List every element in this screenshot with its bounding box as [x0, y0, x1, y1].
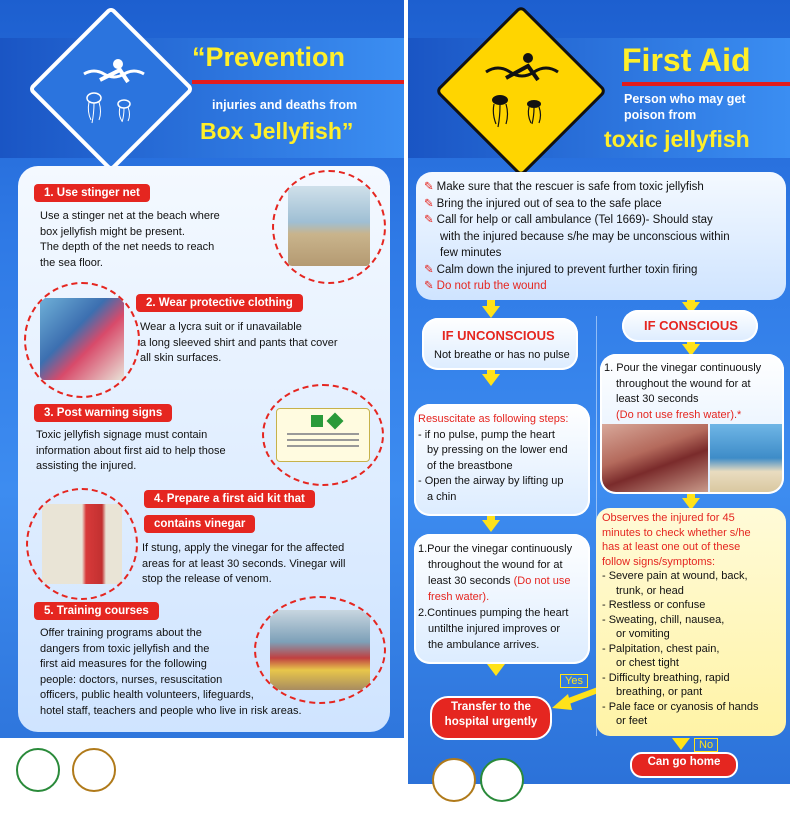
warning-signs-text: Toxic jellyfish signage must contain information about first aid to help those assisting the injured.	[36, 429, 226, 472]
warning-signs-badge: 3. Post warning signs	[34, 404, 172, 422]
swimmer-stung-icon	[472, 44, 564, 136]
arrow-head	[482, 306, 500, 318]
transfer-hospital-text: Transfer to the hospital urgently	[444, 701, 538, 728]
protective-clothing-text: Wear a lycra suit or if unavailable a long sleeved shirt and pants that cover all skin surfaces.	[140, 321, 338, 364]
beach-net-photo	[272, 170, 386, 284]
can-go-home-text: Can go home	[647, 756, 721, 768]
ministry-logo-icon	[16, 748, 60, 792]
stung-arm-photo	[602, 424, 708, 492]
left-title-rule	[192, 80, 404, 84]
department-logo-icon	[72, 748, 116, 792]
training-photo	[254, 596, 386, 704]
university-logo-icon	[480, 758, 524, 802]
unconscious-sub: Not breathe or has no pulse	[434, 349, 570, 361]
stinger-net-text: Use a stinger net at the beach where box jellyfish might be present. The depth of the net needs to reach the sea floor.	[40, 210, 220, 269]
first-aid-steps: ✎ Make sure that the rescuer is safe from toxic jellyfish ✎ Bring the injured out of sea to the safe place ✎ Call for help or call ambulance (Tel 1669)- Should stay with the injured because s/he may be unconscious within few minutes ✎ Calm down the injured to prevent further toxin firing ✎ Do not rub the wound	[424, 179, 784, 295]
protective-clothing-photo	[24, 282, 140, 398]
yes-arrow-icon	[548, 686, 600, 716]
first-aid-kit-text: If stung, apply the vinegar for the affected areas for at least 30 seconds. Vinegar will stop the release of venom.	[142, 542, 346, 585]
first-aid-kit-photo	[26, 488, 138, 600]
observe-symptoms: Observes the injured for 45 minutes to check whether s/he has at least one out of these follow signs/symptoms: - Severe pain at wound, back, trunk, or head - Restless or confuse - Sweating, chill, nausea, or vomiting - Palpitation, chest pain, or chest tight - Difficulty breathing, rapid breathing, or pant - Pale face or cyanosis of hands or feet	[602, 512, 759, 727]
box-jellyfish-title: Box Jellyfish”	[200, 118, 354, 144]
vinegar-badge: contains vinegar	[144, 515, 255, 533]
first-aid-panel	[408, 0, 790, 817]
beach-treatment-photo	[710, 424, 782, 492]
training-courses-text: Offer training programs about the dangers from toxic jellyfish and the first aid measures for the following people: doctors, nurses, resuscitation officers, public health volunteers, lifeguards, hotel staff, teachers and people who live in risk areas.	[40, 627, 302, 717]
arrow-head	[482, 520, 500, 532]
arrow-stem	[487, 370, 495, 376]
left-footer	[0, 738, 404, 817]
first-aid-kit-badge: 4. Prepare a first aid kit that	[144, 490, 315, 508]
prevention-subtitle: injuries and deaths from	[212, 98, 358, 112]
first-aid-subtitle-1: Person who may get	[624, 92, 746, 106]
resuscitate-steps: Resuscitate as following steps: - if no pulse, pump the heart by pressing on the lower end of the breastbone - Open the airway by lifting up a chin	[418, 413, 569, 503]
swimmer-jellyfish-icon	[70, 50, 150, 130]
vinegar-conscious-steps: 1. Pour the vinegar continuously throughout the wound for at least 30 seconds (Do not use fresh water).*	[604, 362, 762, 421]
step-bullet-icon: ✎	[424, 214, 434, 226]
step-bullet-icon: ✎	[424, 263, 434, 276]
unconscious-box	[422, 318, 578, 370]
no-label: No	[694, 738, 718, 752]
unconscious-label: IF UNCONSCIOUS	[442, 328, 555, 343]
right-title-rule	[622, 82, 790, 86]
conscious-label: IF CONSCIOUS	[644, 318, 738, 333]
step-bullet-icon: ✎	[424, 280, 434, 292]
first-aid-title: First Aid	[622, 42, 751, 78]
toxic-jellyfish-title: toxic jellyfish	[604, 126, 750, 152]
vinegar-unconscious-steps: 1.Pour the vinegar continuously throughout the wound for at least 30 seconds (Do not use fresh water). 2.Continues pumping the heart untilthe injured improves or the ambulance arrives.	[418, 543, 573, 651]
yes-label: Yes	[560, 674, 588, 688]
first-aid-subtitle-2: poison from	[624, 108, 697, 122]
health-logo-icon	[432, 758, 476, 802]
warning-sign-photo	[262, 384, 384, 486]
stinger-net-badge: 1. Use stinger net	[34, 184, 150, 202]
step-bullet-icon: ✎	[424, 197, 434, 210]
arrow-head	[487, 664, 505, 676]
protective-clothing-badge: 2. Wear protective clothing	[136, 294, 303, 312]
step-bullet-icon: ✎	[424, 181, 434, 193]
prevention-title: “Prevention	[192, 42, 346, 72]
arrow-head	[672, 738, 690, 750]
training-courses-badge: 5. Training courses	[34, 602, 159, 620]
